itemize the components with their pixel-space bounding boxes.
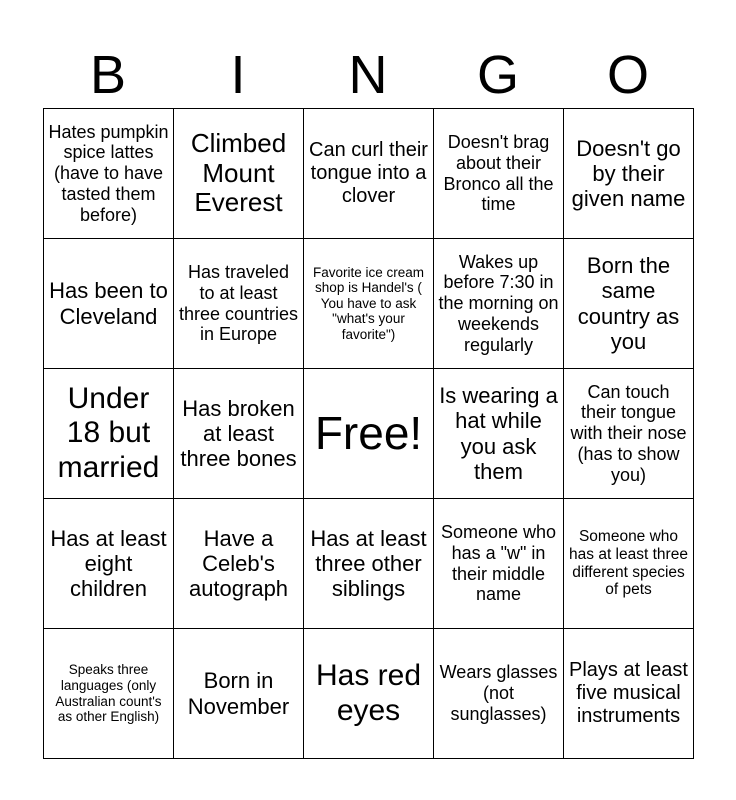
bingo-cell[interactable]: Can touch their tongue with their nose (has to show you) (564, 369, 694, 499)
bingo-cell[interactable]: Has at least eight children (44, 499, 174, 629)
header-letter-g: G (476, 45, 519, 105)
header-letter-i: I (230, 45, 246, 105)
header-letter-b: B (89, 45, 127, 105)
bingo-cell[interactable]: Has traveled to at least three countries in Europe (174, 239, 304, 369)
bingo-cell[interactable]: Wears glasses (not sunglasses) (434, 629, 564, 759)
bingo-cell[interactable]: Has red eyes (304, 629, 434, 759)
bingo-cell[interactable]: Speaks three languages (only Australian count's as other English) (44, 629, 174, 759)
free-space[interactable]: Free! (304, 369, 434, 499)
bingo-cell[interactable]: Plays at least five musical instruments (564, 629, 694, 759)
bingo-cell[interactable]: Someone who has at least three different species of pets (564, 499, 694, 629)
bingo-cell[interactable]: Can curl their tongue into a clover (304, 109, 434, 239)
bingo-row (44, 239, 694, 369)
bingo-cell[interactable]: Have a Celeb's autograph (174, 499, 304, 629)
header-letter-n: N (348, 45, 388, 105)
bingo-cell[interactable]: Wakes up before 7:30 in the morning on weekends regularly (434, 239, 564, 369)
bingo-row (44, 369, 694, 499)
bingo-cell[interactable]: Hates pumpkin spice lattes (have to have tasted them before) (44, 109, 174, 239)
bingo-cell[interactable]: Favorite ice cream shop is Handel's ( You have to ask "what's your favorite") (304, 239, 434, 369)
bingo-cell[interactable]: Has at least three other siblings (304, 499, 434, 629)
header-letter-o: O (606, 45, 649, 105)
bingo-row (44, 109, 694, 239)
bingo-row (44, 629, 694, 759)
bingo-cell[interactable]: Under 18 but married (44, 369, 174, 499)
bingo-cell[interactable]: Has broken at least three bones (174, 369, 304, 499)
bingo-header (43, 42, 693, 108)
bingo-cell[interactable]: Someone who has a "w" in their middle name (434, 499, 564, 629)
bingo-cell[interactable]: Born in November (174, 629, 304, 759)
bingo-cell[interactable]: Born the same country as you (564, 239, 694, 369)
bingo-cell[interactable]: Doesn't brag about their Bronco all the time (434, 109, 564, 239)
bingo-cell[interactable]: Climbed Mount Everest (174, 109, 304, 239)
bingo-cell[interactable]: Is wearing a hat while you ask them (434, 369, 564, 499)
bingo-row (44, 499, 694, 629)
bingo-card (43, 108, 694, 759)
bingo-cell[interactable]: Doesn't go by their given name (564, 109, 694, 239)
bingo-cell[interactable]: Has been to Cleveland (44, 239, 174, 369)
